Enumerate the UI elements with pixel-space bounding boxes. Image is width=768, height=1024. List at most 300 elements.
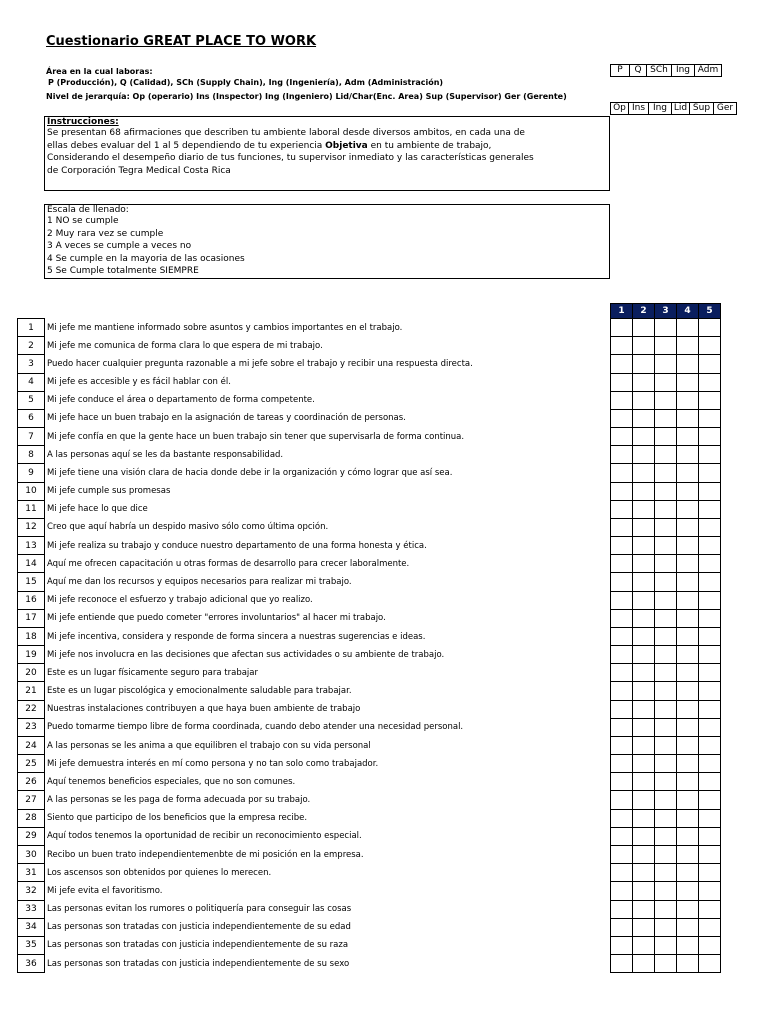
rating-cell[interactable] — [655, 609, 677, 627]
rating-row — [611, 609, 721, 627]
rating-cell[interactable] — [677, 827, 699, 845]
question-number: 2 — [18, 337, 45, 355]
question-number: 7 — [18, 428, 45, 446]
rating-cell[interactable] — [699, 627, 721, 645]
rating-cell[interactable] — [633, 609, 655, 627]
question-text: Puedo tomarme tiempo libre de forma coordinada, cuando debo atender una necesidad personal. — [47, 722, 464, 733]
rating-cell[interactable] — [633, 845, 655, 863]
question-row — [18, 573, 605, 591]
rating-header: 1 — [611, 304, 633, 319]
rating-cell[interactable] — [655, 736, 677, 754]
question-row — [18, 791, 605, 809]
rating-cell[interactable] — [611, 809, 633, 827]
rating-cell[interactable] — [611, 773, 633, 791]
question-number: 36 — [18, 955, 45, 973]
rating-cell[interactable] — [633, 537, 655, 555]
rating-cell[interactable] — [633, 391, 655, 409]
rating-row — [611, 682, 721, 700]
question-row — [18, 518, 605, 536]
rating-cell[interactable] — [677, 736, 699, 754]
question-text: Mi jefe me comunica de forma clara lo que espera de mi trabajo. — [47, 340, 323, 351]
rating-cell[interactable] — [677, 682, 699, 700]
rating-cell[interactable] — [655, 482, 677, 500]
rating-cell[interactable] — [655, 918, 677, 936]
rating-cell[interactable] — [699, 609, 721, 627]
question-text: Mi jefe tiene una visión clara de hacia donde debe ir la organización y cómo lograr que así sea. — [47, 467, 453, 478]
rating-cell[interactable] — [699, 337, 721, 355]
question-text: Aquí tenemos beneficios especiales, que no son comunes. — [47, 776, 296, 787]
question-text: A las personas se les anima a que equilibren el trabajo con su vida personal — [47, 740, 371, 751]
rating-cell[interactable] — [611, 609, 633, 627]
rating-cell[interactable] — [655, 446, 677, 464]
question-number: 19 — [18, 646, 45, 664]
rating-row — [611, 918, 721, 936]
area-options: P (Producción), Q (Calidad), SCh (Supply Chain), Ing (Ingeniería), Adm (Administración) — [48, 78, 444, 87]
rating-cell[interactable] — [611, 555, 633, 573]
scale-box — [44, 204, 610, 279]
rating-cell[interactable] — [611, 464, 633, 482]
rating-cell[interactable] — [655, 409, 677, 427]
rating-cell[interactable] — [611, 700, 633, 718]
rating-row — [611, 864, 721, 882]
question-text: Mi jefe es accesible y es fácil hablar con él. — [47, 377, 231, 388]
question-text: Mi jefe nos involucra en las decisiones que afectan sus actividades o su ambiente de trabajo. — [47, 649, 445, 660]
question-number: 8 — [18, 446, 45, 464]
question-text: A las personas aquí se les da bastante responsabilidad. — [47, 449, 284, 460]
rating-cell[interactable] — [699, 918, 721, 936]
rating-cell[interactable] — [677, 809, 699, 827]
rating-cell[interactable] — [699, 537, 721, 555]
scale-item: 2 Muy rara vez se cumple — [47, 228, 164, 239]
rating-cell[interactable] — [633, 882, 655, 900]
question-text: A las personas se les paga de forma adecuada por su trabajo. — [47, 795, 311, 806]
question-text: Las personas evitan los rumores o politiquería para conseguir las cosas — [47, 904, 352, 915]
scale-item: 4 Se cumple en la mayoria de las ocasiones — [47, 253, 245, 264]
rating-grid — [610, 303, 721, 973]
question-number: 32 — [18, 882, 45, 900]
rating-cell[interactable] — [677, 646, 699, 664]
rating-row — [611, 591, 721, 609]
question-number: 22 — [18, 700, 45, 718]
rating-cell[interactable] — [699, 936, 721, 954]
rating-cell[interactable] — [655, 955, 677, 973]
rating-cell[interactable] — [611, 627, 633, 645]
question-number: 23 — [18, 718, 45, 736]
rating-row — [611, 355, 721, 373]
rating-cell[interactable] — [677, 446, 699, 464]
area-code-cell[interactable]: P — [610, 64, 630, 77]
rating-cell[interactable] — [677, 755, 699, 773]
rating-cell[interactable] — [655, 573, 677, 591]
rating-cell[interactable] — [655, 791, 677, 809]
question-number: 33 — [18, 900, 45, 918]
rating-cell[interactable] — [633, 464, 655, 482]
question-number: 27 — [18, 791, 45, 809]
rating-cell[interactable] — [633, 555, 655, 573]
rating-cell[interactable] — [699, 809, 721, 827]
rating-cell[interactable] — [611, 882, 633, 900]
rating-cell[interactable] — [611, 428, 633, 446]
rating-cell[interactable] — [655, 845, 677, 863]
rating-cell[interactable] — [633, 864, 655, 882]
rating-cell[interactable] — [655, 518, 677, 536]
question-text: Mi jefe cumple sus promesas — [47, 486, 171, 497]
rating-cell[interactable] — [655, 319, 677, 337]
rating-cell[interactable] — [611, 591, 633, 609]
level-code-cell[interactable]: Ins — [628, 102, 649, 115]
question-text: Aquí me ofrecen capacitación u otras formas de desarrollo para crecer laboralmente. — [47, 558, 410, 569]
rating-cell[interactable] — [633, 900, 655, 918]
rating-cell[interactable] — [611, 827, 633, 845]
rating-cell[interactable] — [677, 900, 699, 918]
rating-cell[interactable] — [655, 391, 677, 409]
question-text: Mi jefe hace lo que dice — [47, 504, 148, 515]
rating-cell[interactable] — [611, 955, 633, 973]
question-number: 16 — [18, 591, 45, 609]
rating-cell[interactable] — [677, 337, 699, 355]
rating-cell[interactable] — [633, 791, 655, 809]
rating-header: 3 — [655, 304, 677, 319]
question-number: 10 — [18, 482, 45, 500]
rating-cell[interactable] — [633, 500, 655, 518]
rating-cell[interactable] — [699, 482, 721, 500]
question-text: Los ascensos son obtenidos por quienes lo merecen. — [47, 867, 272, 878]
rating-cell[interactable] — [655, 337, 677, 355]
rating-cell[interactable] — [677, 555, 699, 573]
level-code-cell[interactable]: Ger — [713, 102, 737, 115]
rating-row — [611, 518, 721, 536]
rating-cell[interactable] — [611, 391, 633, 409]
rating-cell[interactable] — [633, 773, 655, 791]
rating-cell[interactable] — [611, 355, 633, 373]
rating-cell[interactable] — [633, 718, 655, 736]
question-number: 29 — [18, 827, 45, 845]
rating-cell[interactable] — [677, 864, 699, 882]
rating-cell[interactable] — [611, 319, 633, 337]
rating-cell[interactable] — [699, 664, 721, 682]
question-row — [18, 900, 605, 918]
rating-cell[interactable] — [633, 809, 655, 827]
rating-cell[interactable] — [699, 955, 721, 973]
rating-cell[interactable] — [611, 918, 633, 936]
rating-cell[interactable] — [677, 464, 699, 482]
rating-cell[interactable] — [677, 955, 699, 973]
page-title: Cuestionario GREAT PLACE TO WORK — [46, 34, 317, 49]
area-code-cell[interactable]: SCh — [646, 64, 672, 77]
rating-cell[interactable] — [677, 518, 699, 536]
rating-cell[interactable] — [611, 518, 633, 536]
rating-header: 2 — [633, 304, 655, 319]
level-code-cell[interactable]: Sup — [689, 102, 714, 115]
rating-cell[interactable] — [699, 355, 721, 373]
rating-row — [611, 773, 721, 791]
rating-cell[interactable] — [611, 900, 633, 918]
rating-row — [611, 373, 721, 391]
rating-cell[interactable] — [699, 555, 721, 573]
rating-cell[interactable] — [633, 736, 655, 754]
rating-cell[interactable] — [655, 591, 677, 609]
rating-cell[interactable] — [677, 482, 699, 500]
rating-cell[interactable] — [699, 718, 721, 736]
rating-cell[interactable] — [655, 900, 677, 918]
rating-cell[interactable] — [699, 900, 721, 918]
rating-cell[interactable] — [655, 755, 677, 773]
question-row — [18, 537, 605, 555]
rating-cell[interactable] — [699, 518, 721, 536]
rating-cell[interactable] — [677, 591, 699, 609]
rating-cell[interactable] — [677, 609, 699, 627]
rating-cell[interactable] — [611, 482, 633, 500]
rating-cell[interactable] — [677, 428, 699, 446]
rating-cell[interactable] — [699, 736, 721, 754]
rating-cell[interactable] — [699, 791, 721, 809]
rating-row — [611, 573, 721, 591]
rating-cell[interactable] — [655, 355, 677, 373]
rating-cell[interactable] — [655, 627, 677, 645]
rating-cell[interactable] — [677, 882, 699, 900]
rating-cell[interactable] — [655, 646, 677, 664]
rating-cell[interactable] — [677, 373, 699, 391]
rating-cell[interactable] — [633, 700, 655, 718]
rating-cell[interactable] — [633, 955, 655, 973]
rating-cell[interactable] — [611, 664, 633, 682]
rating-cell[interactable] — [677, 845, 699, 863]
rating-cell[interactable] — [633, 918, 655, 936]
level-code-cell[interactable]: Op — [610, 102, 629, 115]
rating-cell[interactable] — [611, 718, 633, 736]
question-text: Mi jefe entiende que puedo cometer "errores involuntarios" al hacer mi trabajo. — [47, 613, 386, 624]
rating-row — [611, 718, 721, 736]
question-number: 17 — [18, 609, 45, 627]
rating-cell[interactable] — [677, 700, 699, 718]
question-number: 31 — [18, 864, 45, 882]
rating-cell[interactable] — [611, 337, 633, 355]
rating-cell[interactable] — [655, 773, 677, 791]
question-row — [18, 627, 605, 645]
question-number: 11 — [18, 500, 45, 518]
question-row — [18, 646, 605, 664]
question-number: 20 — [18, 664, 45, 682]
rating-cell[interactable] — [655, 428, 677, 446]
rating-cell[interactable] — [633, 646, 655, 664]
question-text: Aquí me dan los recursos y equipos necesarios para realizar mi trabajo. — [47, 576, 352, 587]
rating-cell[interactable] — [677, 319, 699, 337]
rating-cell[interactable] — [699, 827, 721, 845]
rating-row — [611, 955, 721, 973]
questions-table — [17, 318, 605, 973]
rating-cell[interactable] — [655, 537, 677, 555]
rating-cell[interactable] — [677, 918, 699, 936]
rating-cell[interactable] — [677, 537, 699, 555]
rating-cell[interactable] — [699, 500, 721, 518]
question-number: 9 — [18, 464, 45, 482]
rating-header: 4 — [677, 304, 699, 319]
question-number: 30 — [18, 845, 45, 863]
area-code-cells — [611, 64, 722, 77]
rating-cell[interactable] — [699, 646, 721, 664]
question-row — [18, 682, 605, 700]
rating-cell[interactable] — [655, 700, 677, 718]
question-text: Creo que aquí habría un despido masivo sólo como última opción. — [47, 522, 329, 533]
rating-cell[interactable] — [699, 373, 721, 391]
rating-cell[interactable] — [699, 464, 721, 482]
rating-cell[interactable] — [611, 537, 633, 555]
rating-cell[interactable] — [611, 446, 633, 464]
rating-cell[interactable] — [699, 573, 721, 591]
level-code-cell[interactable]: Lid — [671, 102, 690, 115]
rating-cell[interactable] — [699, 591, 721, 609]
rating-cell[interactable] — [655, 827, 677, 845]
rating-row — [611, 845, 721, 863]
rating-cell[interactable] — [677, 409, 699, 427]
question-row — [18, 809, 605, 827]
question-number: 4 — [18, 373, 45, 391]
rating-cell[interactable] — [633, 355, 655, 373]
question-number: 12 — [18, 518, 45, 536]
rating-cell[interactable] — [633, 409, 655, 427]
rating-cell[interactable] — [677, 664, 699, 682]
rating-cell[interactable] — [699, 428, 721, 446]
rating-cell[interactable] — [633, 591, 655, 609]
question-text: Mi jefe evita el favoritismo. — [47, 885, 163, 896]
rating-cell[interactable] — [699, 864, 721, 882]
rating-cell[interactable] — [655, 500, 677, 518]
rating-cell[interactable] — [699, 682, 721, 700]
rating-cell[interactable] — [677, 355, 699, 373]
rating-cell[interactable] — [699, 845, 721, 863]
rating-cell[interactable] — [677, 500, 699, 518]
rating-row — [611, 428, 721, 446]
rating-cell[interactable] — [611, 755, 633, 773]
rating-cell[interactable] — [611, 864, 633, 882]
rating-cell[interactable] — [655, 682, 677, 700]
rating-cell[interactable] — [677, 718, 699, 736]
question-text: Mi jefe confía en que la gente hace un buen trabajo sin tener que supervisarla de forma continua. — [47, 431, 465, 442]
rating-cell[interactable] — [633, 755, 655, 773]
rating-cell[interactable] — [655, 555, 677, 573]
rating-cell[interactable] — [633, 827, 655, 845]
rating-cell[interactable] — [633, 936, 655, 954]
rating-cell[interactable] — [611, 682, 633, 700]
rating-cell[interactable] — [677, 573, 699, 591]
question-number: 15 — [18, 573, 45, 591]
rating-cell[interactable] — [655, 718, 677, 736]
rating-cell[interactable] — [699, 391, 721, 409]
rating-cell[interactable] — [611, 736, 633, 754]
question-number: 34 — [18, 918, 45, 936]
rating-cell[interactable] — [699, 446, 721, 464]
rating-row — [611, 646, 721, 664]
rating-cell[interactable] — [633, 337, 655, 355]
rating-cell[interactable] — [699, 700, 721, 718]
rating-cell[interactable] — [611, 936, 633, 954]
rating-row — [611, 409, 721, 427]
rating-row — [611, 464, 721, 482]
rating-cell[interactable] — [611, 791, 633, 809]
rating-cell[interactable] — [633, 428, 655, 446]
question-row — [18, 700, 605, 718]
rating-cell[interactable] — [655, 373, 677, 391]
rating-cell[interactable] — [699, 409, 721, 427]
rating-cell[interactable] — [633, 446, 655, 464]
question-text: Este es un lugar piscológica y emocionalmente saludable para trabajar. — [47, 686, 352, 697]
rating-row — [611, 319, 721, 337]
rating-cell[interactable] — [655, 864, 677, 882]
instructions-line: de Corporación Tegra Medical Costa Rica — [47, 165, 231, 176]
rating-cell[interactable] — [699, 319, 721, 337]
rating-cell[interactable] — [611, 845, 633, 863]
question-row — [18, 882, 605, 900]
rating-cell[interactable] — [633, 518, 655, 536]
question-text: Mi jefe realiza su trabajo y conduce nuestro departamento de una forma honesta y ética. — [47, 540, 427, 551]
question-row — [18, 500, 605, 518]
area-code-cell[interactable]: Adm — [694, 64, 722, 77]
rating-cell[interactable] — [677, 773, 699, 791]
question-text: Mi jefe conduce el área o departamento de forma competente. — [47, 395, 315, 406]
rating-cell[interactable] — [611, 573, 633, 591]
rating-row — [611, 337, 721, 355]
rating-cell[interactable] — [699, 773, 721, 791]
rating-cell[interactable] — [655, 882, 677, 900]
area-code-cell[interactable]: Ing — [671, 64, 695, 77]
question-text: Este es un lugar físicamente seguro para trabajar — [47, 667, 259, 678]
rating-cell[interactable] — [699, 755, 721, 773]
rating-row — [611, 736, 721, 754]
question-row — [18, 337, 605, 355]
question-text: Mi jefe incentiva, considera y responde de forma sincera a nuestras sugerencias e ideas. — [47, 631, 426, 642]
question-row — [18, 446, 605, 464]
level-code-cell[interactable]: Ing — [648, 102, 672, 115]
rating-cell[interactable] — [699, 882, 721, 900]
question-number: 28 — [18, 809, 45, 827]
rating-cell[interactable] — [611, 409, 633, 427]
question-row — [18, 428, 605, 446]
rating-cell[interactable] — [633, 482, 655, 500]
rating-cell[interactable] — [655, 936, 677, 954]
question-text: Mi jefe demuestra interés en mí como persona y no tan solo como trabajador. — [47, 758, 379, 769]
rating-cell[interactable] — [655, 809, 677, 827]
question-text: Mi jefe reconoce el esfuerzo y trabajo adicional que yo realizo. — [47, 595, 313, 606]
rating-cell[interactable] — [677, 791, 699, 809]
rating-cell[interactable] — [677, 936, 699, 954]
question-text: Las personas son tratadas con justicia independientemente de su edad — [47, 922, 351, 933]
question-row — [18, 936, 605, 954]
rating-row — [611, 537, 721, 555]
rating-cell[interactable] — [677, 391, 699, 409]
rating-cell[interactable] — [633, 373, 655, 391]
rating-cell[interactable] — [633, 682, 655, 700]
instructions-line: ellas debes evaluar del 1 al 5 dependiendo de tu experiencia Objetiva en tu ambiente de trabajo, — [47, 140, 492, 151]
level-label: Nivel de jerarquía: Op (operario) Ins (Inspector) Ing (Ingeniero) Lid/Char(Enc. Area) Sup (Supervisor) Ger (Gerente) — [46, 92, 567, 101]
rating-cell[interactable] — [611, 500, 633, 518]
instructions-box — [44, 116, 610, 191]
rating-row — [611, 482, 721, 500]
area-code-cell[interactable]: Q — [629, 64, 647, 77]
rating-row — [611, 900, 721, 918]
rating-cell[interactable] — [633, 573, 655, 591]
rating-cell[interactable] — [655, 464, 677, 482]
instructions-line: Se presentan 68 afirmaciones que describen tu ambiente laboral desde diversos ambitos, en cada una de — [47, 128, 525, 138]
rating-cell[interactable] — [677, 627, 699, 645]
rating-cell[interactable] — [611, 646, 633, 664]
question-text: Aquí todos tenemos la oportunidad de recibir un reconocimiento especial. — [47, 831, 362, 842]
rating-row — [611, 391, 721, 409]
rating-cell[interactable] — [655, 664, 677, 682]
rating-cell[interactable] — [633, 664, 655, 682]
rating-cell[interactable] — [633, 627, 655, 645]
rating-cell[interactable] — [611, 373, 633, 391]
rating-cell[interactable] — [633, 319, 655, 337]
